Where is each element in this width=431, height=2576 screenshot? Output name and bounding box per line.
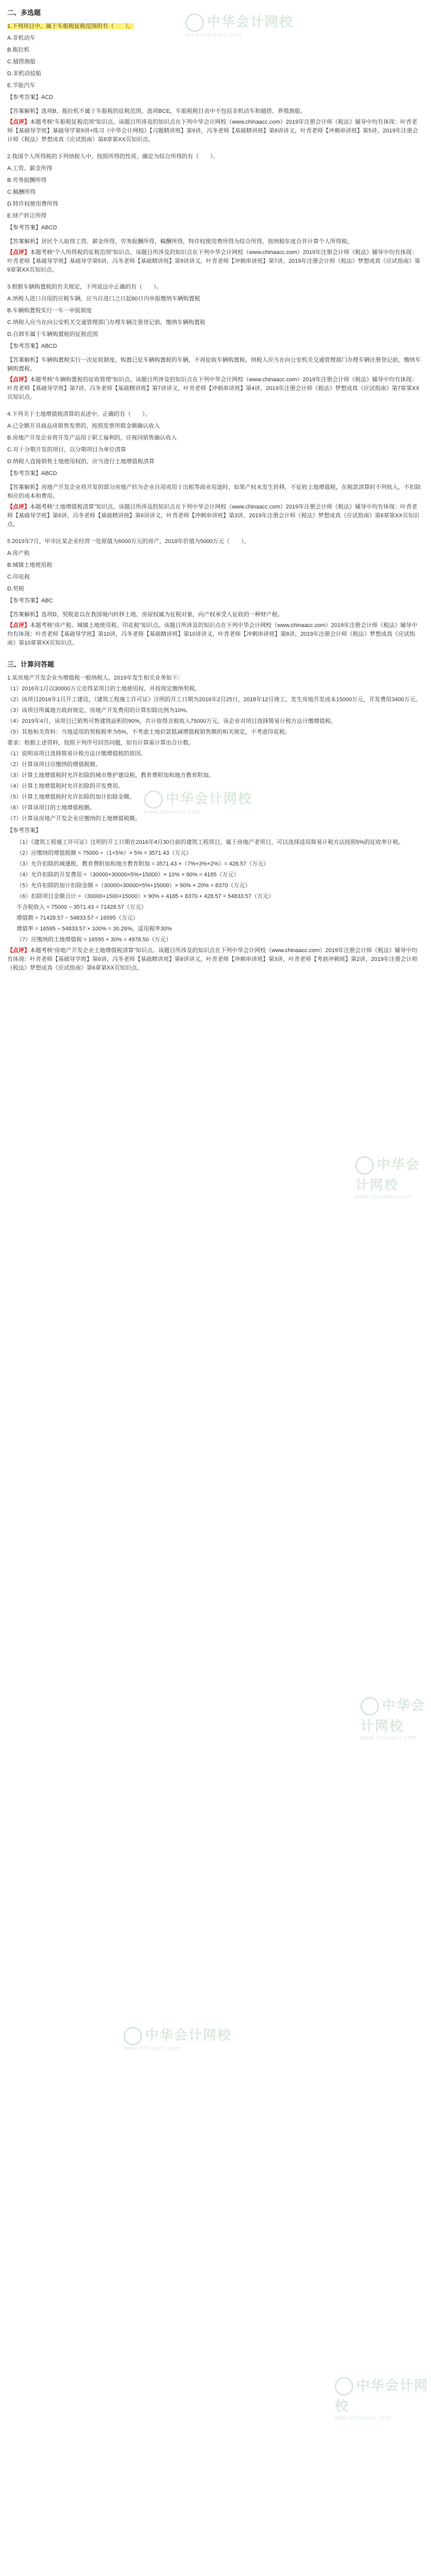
tip-label: 【点评】 — [7, 504, 30, 510]
calc-answer-line: 增值率 = 16595 ÷ 54833.57 × 100% = 30.26%，适用税率30% — [16, 926, 172, 932]
calc-answer-line: （4）允许扣除的开发费用 =（30000+30000×5%+15000）× 10% × 90% = 4185（万元） — [16, 872, 239, 878]
question-stem: 1.下列项目中，属于车船税征税范围的有（ ）。 — [7, 23, 134, 29]
explanation-label: 【答案解析】 — [7, 357, 41, 363]
tip-text: 本题考核“车船税征税范围”知识点。该题目所涉及的知识点在下列中华会计网校（www.chinaacc.com）2019年注册会计师《税法》辅导中均有体现：叶青老师【基础导学班】基础导学第9讲+练习《中华会计网校》【习题精讲班】第9讲，冯冬老师【基础精讲班】第8讲讲义，叶青老师【冲刺串讲班】第5讲，2019年注册会计师《税法》梦想成真《应试指南》第8章第XX页知识点。 — [7, 119, 418, 143]
section-title-calc: 三、计算问答题 — [7, 660, 55, 668]
watermark-text: 中华会计网校 — [166, 791, 253, 806]
explanation-label: 【答案解析】 — [7, 239, 41, 245]
calc-answer-line: （6）扣除项目金额合计 =（30000+1500+15000）× 90% + 4185 + 8370 + 428.57 = 54833.57（万元） — [16, 893, 274, 900]
option-a: A.非机动车 — [7, 35, 36, 41]
tip-text: 本题考核“个人所得税的征税范围”知识点。该题目所涉及的知识点在下列中华会计网校（www.chinaacc.com）2019年注册会计师《税法》辅导中均有体现：叶青老师【基础导学班】基础导学第5讲，冯冬老师【基础精讲班】第9讲讲义，叶青老师【冲刺串讲班】第7讲，2019年注册会计师《税法》梦想成真《应试指南》第9章第XX页知识点。 — [7, 249, 420, 273]
calc-answer-line: （7）应缴纳的土地增值税 = 16595 × 30% = 4978.50（万元） — [16, 937, 172, 943]
option-d: D.自卸车属于车辆购置税的征税范围 — [7, 331, 98, 337]
calc-item: （4）2019年4月，该项目已销售可售建筑面积的90%，共计取得含税收入75000万元，该企业对项目选择简易计税方法计缴增值税。 — [7, 718, 337, 724]
calc-item: （2）该项目2016年1月开工建设，《建筑工程施工许可证》注明的开工日期为2016年2月25日，2018年12月竣工，发生房地开发成本15000万元，开发费用3400万元。 — [7, 697, 421, 703]
calc-answer-line: （5）允许扣除的加计扣除金额 =（30000+30000×5%+15000）× 90% × 20% = 8370（万元） — [16, 883, 251, 889]
explanation-text: 房地产开发企业将开发的部分房地产转为企业自用或用于出租等商业用途时，如果产权未发生转移，不征收土地增值税，在税款清算时不列收入，不扣除相应的成本和费用。 — [7, 484, 421, 499]
watermark-text: 中华会计网校 — [145, 2027, 232, 2043]
watermark-text: 中华会计网校 — [207, 14, 294, 29]
explanation-label: 【答案解析】 — [7, 108, 41, 114]
calc-item: （1）2016年1月以30000万元竞得某项目的土地使用权，并按规定缴纳契税。 — [7, 686, 201, 692]
calc-subquestion: （4）计算土地增值税时允许扣除的开发费用。 — [7, 783, 124, 789]
option-a: A.已全额开具商品房销售发票的，按照发票所载金额确认收入 — [7, 423, 160, 429]
calc-intro: 1.某房地产开发企业为增值税一般纳税人，2019年发生相关业务如下： — [7, 675, 183, 681]
watermark-logo-icon — [124, 2027, 142, 2045]
question-stem: 2.我国个人所得税的下列纳税人中，按照所得的性质，确定为综合所得的有（ ）。 — [7, 154, 219, 160]
calc-subquestion: （2）计算该项目应缴纳的增值税额。 — [7, 761, 101, 768]
option-c: C.印花税 — [7, 574, 30, 580]
explanation-text: 选项B，拖拉机不属于车船税的征税范围，选项BCE，车船税税目表中不包括非机动车和捕捞、养殖渔船。 — [41, 108, 306, 114]
option-b: B.房地产开发企业将开发产品用于职工福利的，应视同销售确认收入 — [7, 435, 177, 441]
question-stem: 5.2019年7月，甲市区某企业经营一处原值为6000万元的房产，2018年价值为5000万元（ ）。 — [7, 538, 250, 545]
watermark-url: www.chinaacc.com — [355, 1194, 412, 1200]
option-a: A.纳税人进口自用的应税车辆，应当自进口之日起60日内申报缴纳车辆购置税 — [7, 296, 200, 302]
watermark-url: www.chinaacc.com — [335, 2415, 391, 2421]
watermark-text: 中华会计网校 — [335, 2378, 429, 2414]
tip-text: 本题考核“房地产开发企业土地增值税清算”知识点。该题目所涉及的知识点在下列中华会计网校（www.chinaacc.com）2019年注册会计师《税法》辅导中均有体现：叶青老师【基础导学班】第6讲，冯冬老师【基础精讲班】第6讲讲义，叶青老师【冲刺串讲班】第3讲，叶青老师【考前冲刺班】第2讲，2019年注册会计师《税法》梦想成真《应试指南》第6章第XX页知识点。 — [7, 947, 418, 971]
question-5 — [7, 537, 422, 648]
calc-item: （3）该项目所属地方政府规定，房地产开发费用的计算扣除比例为10%。 — [7, 707, 192, 714]
question-4 — [7, 410, 422, 529]
calc-subquestion: （3）计算土地增值税时允许扣除的城市维护建设税、教育费附加和地方教育附加。 — [7, 772, 215, 778]
explanation-text: 选项D，契税是以在我国境内转移土地、房屋权属为征税对象，向产权承受人征收的一种财产税。 — [41, 612, 283, 618]
tip-label: 【点评】 — [7, 622, 30, 629]
watermark-logo-icon — [360, 1697, 379, 1716]
watermark — [124, 2025, 232, 2052]
reference-answer: 【参考答案】ABCD — [7, 225, 57, 231]
calc-question-1 — [7, 674, 422, 973]
watermark-logo-icon — [355, 1156, 374, 1175]
calc-answer-line: 增值额 = 71428.57 − 54833.57 = 16595（万元） — [16, 915, 139, 921]
watermark-url: www.chinaacc.com — [360, 1735, 417, 1741]
watermark-text: 中华会计网校 — [360, 1698, 426, 1734]
calc-question-lead: 要求：根据上述资料，按照下列序号回答问题，如有计算需计算出合计数。 — [7, 740, 194, 746]
tip-text: 本题考核“车辆购置税的征收管理”知识点。该题目所涉及的知识点在下列中华会计网校（www.chinaacc.com）2019年注册会计师《税法》辅导中均有体现：叶青老师【基础导学班】第7讲，冯冬老师【基础精讲班】第7讲讲义，叶青老师【冲刺串讲班】第4讲，2019年注册会计师《税法》梦想成真《应试指南》第7章第XX页知识点。 — [7, 377, 420, 400]
option-a: A.房产税 — [7, 550, 30, 556]
watermark — [360, 1695, 431, 1741]
option-e: E.财产转让所得 — [7, 213, 47, 219]
section-title-multi-choice: 二、多选题 — [7, 9, 41, 16]
question-3 — [7, 283, 422, 402]
explanation-label: 【答案解析】 — [7, 484, 41, 490]
watermark — [355, 1154, 431, 1200]
option-a: A.工资、薪金所得 — [7, 165, 53, 172]
reference-answer: 【参考答案】ACD — [7, 94, 54, 100]
reference-answer: 【参考答案】ABCD — [7, 343, 57, 349]
option-d: D.特许权使用费所得 — [7, 201, 58, 207]
calc-answer-line: 不含税收入 = 75000 − 3571.43 = 71428.57（万元） — [16, 904, 147, 910]
watermark — [335, 2375, 431, 2421]
calc-item: （5）其他相关资料：当地适用的契税税率为5%，不考虑土地价款抵减增值税销售额的相关规定，不考虑印花税。 — [7, 729, 291, 735]
document-content — [7, 4, 422, 975]
calc-subquestion: （5）计算土地增值税时允许扣除的加计扣除金额。 — [7, 794, 135, 800]
option-b: B.城镇土地使用税 — [7, 562, 53, 568]
calc-answer-line: （1）《建筑工程施工许可证》注明的开工日期在2016年4月30日前的建筑工程项目，属于房地产老项目，可以选择适用简易计税方法按照5%的征收率计税。 — [16, 839, 404, 845]
question-1 — [7, 22, 422, 144]
watermark-url: www.chinaacc.com — [124, 2045, 180, 2052]
calc-subquestion: （6）计算该项目的土地增值税额。 — [7, 805, 96, 811]
question-stem: 4.下列关于土地增值税清算的表述中，正确的有（ ）。 — [7, 411, 151, 417]
watermark-text: 中华会计网校 — [355, 1157, 421, 1193]
tip-label: 【点评】 — [7, 119, 30, 125]
explanation-label: 【答案解析】 — [7, 612, 41, 618]
option-c: C.对于分期开发的项目，以分期项目为单位清算 — [7, 447, 126, 453]
reference-answer: 【参考答案】 — [7, 827, 41, 834]
option-d: D.非机动驳船 — [7, 71, 41, 77]
tip-label: 【点评】 — [7, 947, 30, 954]
calc-answer-line: （3）允许扣除的城建税、教育费附加和地方教育附加 = 3571.43 ×（7%+3%+2%）= 428.57（万元） — [16, 861, 269, 867]
explanation-text: 车辆购置税实行一次征收制度，购置已征车辆购置税的车辆，不再征收车辆购置税。纳税人应当在向公安机关交通管理部门办理车辆注册登记前，缴纳车辆购置税。 — [7, 357, 421, 372]
tip-label: 【点评】 — [7, 249, 30, 256]
watermark-logo-icon — [335, 2377, 353, 2396]
option-b: B.拖拉机 — [7, 47, 30, 53]
watermark-url: www.chinaacc.com — [144, 809, 201, 816]
option-c: C.纳税人应当在向公安机关交通管理部门办理车辆注册登记前，缴纳车辆购置税 — [7, 319, 205, 326]
reference-answer: 【参考答案】ABC — [7, 598, 53, 604]
option-e: E.节能汽车 — [7, 82, 36, 89]
watermark-url: www.chinaacc.com — [185, 32, 242, 39]
question-stem: 3.根据车辆购置税的有关规定，下列说法中正确的有（ ）。 — [7, 284, 162, 290]
option-d: D.纳税人直接销售土地使用权的，应当进行土地增值税清算 — [7, 459, 154, 465]
reference-answer: 【参考答案】ABCD — [7, 470, 57, 477]
explanation-text: 居民个人取得工资、薪金所得，劳务报酬所得，稿酬所得，特许权使用费所得为综合所得，按纳税年度合并计算个人所得税。 — [41, 239, 353, 245]
option-d: D.契税 — [7, 586, 24, 592]
option-b: B.车辆购置税实行一车一申报制度 — [7, 308, 92, 314]
calc-subquestion: （7）计算该房地产开发企业应缴纳的土地增值税额。 — [7, 816, 141, 822]
option-c: C.稿酬所得 — [7, 189, 36, 195]
tip-text: 本题考核“房产税、城镇土地使用税、印花税”知识点。该题目所涉及的知识点在下列中华会计网校（www.chinaacc.com）2019年注册会计师《税法》辅导中均有体现：叶青老师【基础导学班】第10讲，冯冬老师【基础精讲班】第10讲讲义，叶青老师【冲刺串讲班】第8讲，2019年注册会计师《税法》梦想成真《应试指南》第10章第XX页知识点。 — [7, 622, 418, 646]
option-b: B.劳务报酬所得 — [7, 177, 47, 183]
calc-subquestion: （1）说明该项目选择简易计税方法计缴增值税的原因。 — [7, 751, 147, 757]
option-c: C.捕捞渔船 — [7, 59, 36, 65]
tip-label: 【点评】 — [7, 377, 30, 383]
question-2 — [7, 152, 422, 275]
tip-text: 本题考核“土地增值税清算”知识点。该题目所涉及的知识点在下列中华会计网校（www.chinaacc.com）2019年注册会计师《税法》辅导中均有体现：叶青老师【基础导学班】第6讲，冯冬老师【基础精讲班】第6讲讲义，叶青老师【冲刺串讲班】第3讲，2019年注册会计师《税法》梦想成真《应试指南》第6章第XX页知识点。 — [7, 504, 420, 528]
calc-answer-line: （2）应缴纳的增值税额 = 75000 ÷（1+5%）× 5% = 3571.43（万元） — [16, 850, 192, 856]
